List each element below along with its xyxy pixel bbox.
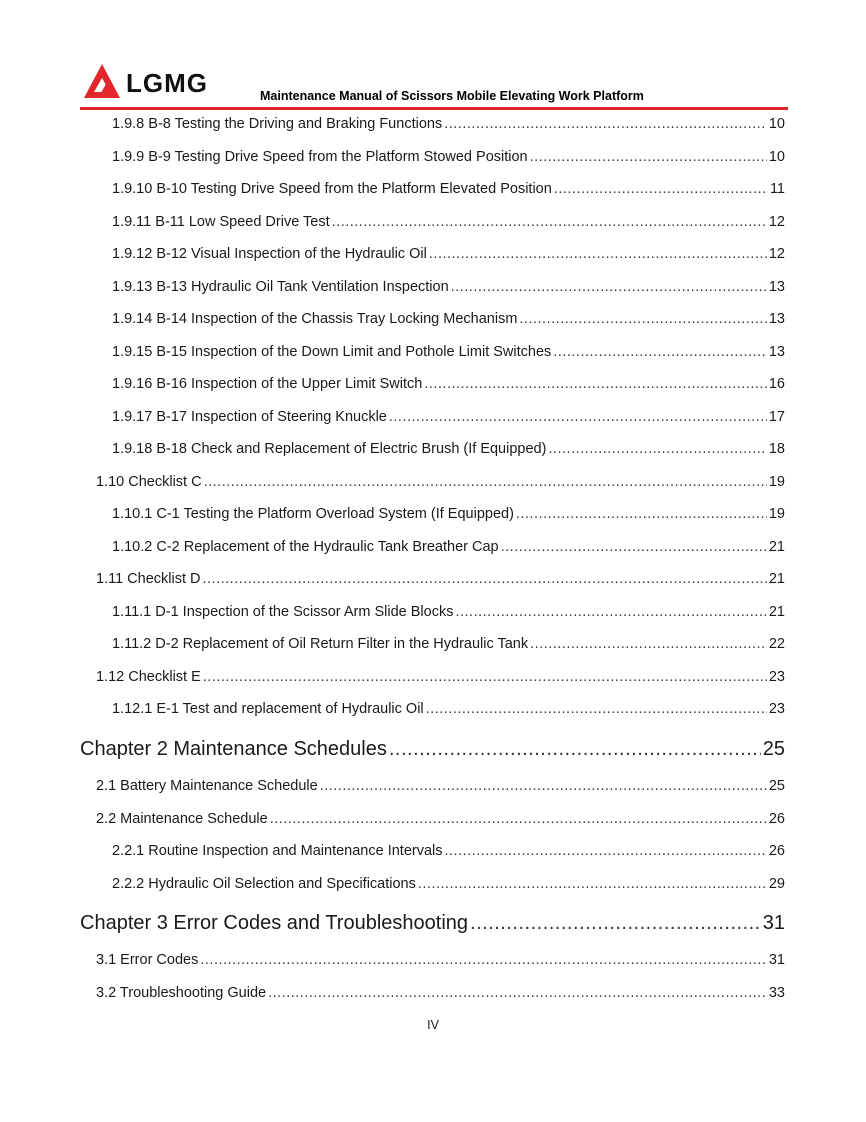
toc-entry-title: 1.11.1 D-1 Inspection of the Scissor Arm Slide Blocks [112,604,454,620]
toc-entry-page: 17 [768,409,785,425]
toc-entry-title: 1.10.1 C-1 Testing the Platform Overload System (If Equipped) [112,506,514,522]
toc-leader-dots [519,311,766,327]
toc-entry-page: 25 [768,778,785,794]
toc-entry[interactable] [112,149,785,165]
toc-chapter-entry[interactable] [80,912,785,935]
toc-leader-dots [389,738,761,761]
toc-entry-page: 12 [768,246,785,262]
toc-entry-page: 23 [768,701,785,717]
toc-entry-title: 1.12.1 E-1 Test and replacement of Hydraulic Oil [112,701,424,717]
toc-chapter-entry[interactable] [80,738,785,761]
toc-leader-dots [320,778,767,794]
toc-entry-title: Chapter 2 Maintenance Schedules [80,738,387,760]
toc-leader-dots [332,214,767,230]
toc-entry-title: 1.9.10 B-10 Testing Drive Speed from the Platform Elevated Position [112,181,552,197]
toc-entry-page: 11 [769,181,785,197]
toc-entry-page: 10 [768,149,785,165]
toc-leader-dots [554,181,768,197]
toc-entry-title: 1.10 Checklist C [96,474,202,490]
toc-entry[interactable] [112,506,785,522]
toc-entry[interactable] [96,669,785,685]
logo-wordmark: LGMG [126,68,208,98]
toc-entry[interactable] [112,376,785,392]
toc-entry-page: 31 [762,912,785,934]
toc-entry[interactable] [96,778,785,794]
toc-entry-title: 1.12 Checklist E [96,669,201,685]
toc-entry-page: 33 [768,985,785,1001]
toc-entry-page: 18 [768,441,785,457]
toc-leader-dots [429,246,767,262]
toc-entry-page: 23 [768,669,785,685]
toc-entry-page: 25 [762,738,785,760]
toc-leader-dots [424,376,767,392]
toc-entry-page: 19 [768,474,785,490]
toc-leader-dots [445,843,767,859]
toc-entry-title: 3.1 Error Codes [96,952,199,968]
toc-entry-page: 13 [768,344,785,360]
toc-leader-dots [516,506,767,522]
toc-entry-page: 12 [768,214,785,230]
toc-entry[interactable] [112,116,785,132]
toc-entry-title: 2.2.2 Hydraulic Oil Selection and Specifications [112,876,416,892]
toc-entry[interactable] [112,441,785,457]
toc-entry[interactable] [112,409,785,425]
toc-leader-dots [268,985,767,1001]
toc-entry-title: 1.9.16 B-16 Inspection of the Upper Limit Switch [112,376,423,392]
toc-leader-dots [548,441,766,457]
toc-leader-dots [203,669,767,685]
toc-entry-title: 2.1 Battery Maintenance Schedule [96,778,318,794]
toc-entry-page: 10 [768,116,785,132]
toc-entry-title: 1.9.12 B-12 Visual Inspection of the Hydraulic Oil [112,246,427,262]
toc-entry-page: 19 [768,506,785,522]
toc-leader-dots [418,876,767,892]
toc-leader-dots [455,604,766,620]
toc-entry-page: 21 [768,604,785,620]
toc-entry-title: 1.10.2 C-2 Replacement of the Hydraulic Tank Breather Cap [112,539,499,555]
toc-entry-title: 1.9.11 B-11 Low Speed Drive Test [112,214,330,230]
toc-leader-dots [530,636,767,652]
toc-entry[interactable] [112,539,785,555]
toc-entry[interactable] [112,604,785,620]
toc-entry-title: 3.2 Troubleshooting Guide [96,985,267,1001]
toc-leader-dots [451,279,767,295]
toc-entry-title: 1.9.15 B-15 Inspection of the Down Limit and Pothole Limit Switches [112,344,552,360]
toc-entry-page: 16 [768,376,785,392]
toc-entry-page: 21 [768,571,785,587]
toc-entry[interactable] [112,214,785,230]
toc-entry-title: 1.11 Checklist D [96,571,201,587]
toc-entry[interactable] [96,571,785,587]
toc-leader-dots [444,116,767,132]
toc-leader-dots [426,701,767,717]
toc-leader-dots [204,474,767,490]
toc-leader-dots [200,952,767,968]
toc-entry-page: 13 [768,279,785,295]
toc-entry-title: 2.2.1 Routine Inspection and Maintenance Intervals [112,843,443,859]
toc-entry-title: 1.9.8 B-8 Testing the Driving and Braking Functions [112,116,443,132]
toc-entry[interactable] [112,843,785,859]
toc-entry[interactable] [96,985,785,1001]
toc-entry-title: 2.2 Maintenance Schedule [96,811,268,827]
toc-entry-page: 29 [768,876,785,892]
toc-leader-dots [270,811,767,827]
toc-entry-title: 1.9.14 B-14 Inspection of the Chassis Tray Locking Mechanism [112,311,518,327]
toc-leader-dots [203,571,767,587]
toc-entry[interactable] [112,311,785,327]
toc-entry[interactable] [112,279,785,295]
toc-entry[interactable] [112,344,785,360]
toc-entry-title: 1.9.9 B-9 Testing Drive Speed from the Platform Stowed Position [112,149,528,165]
toc-entry[interactable] [112,876,785,892]
toc-entry-page: 21 [768,539,785,555]
toc-entry-page: 13 [768,311,785,327]
toc-entry-page: 31 [768,952,785,968]
toc-leader-dots [389,409,767,425]
document-title: Maintenance Manual of Scissors Mobile Elevating Work Platform [260,89,644,103]
toc-entry-title: 1.9.13 B-13 Hydraulic Oil Tank Ventilation Inspection [112,279,449,295]
toc-entry[interactable] [96,952,785,968]
toc-entry[interactable] [112,181,785,197]
toc-entry[interactable] [112,636,785,652]
toc-entry-title: Chapter 3 Error Codes and Troubleshooting [80,912,469,934]
toc-entry-title: 1.9.17 B-17 Inspection of Steering Knuckle [112,409,387,425]
toc-entry-page: 26 [768,811,785,827]
toc-entry-title: 1.11.2 D-2 Replacement of Oil Return Filter in the Hydraulic Tank [112,636,529,652]
toc-leader-dots [501,539,767,555]
page-number: IV [427,1018,439,1032]
toc-entry-page: 26 [768,843,785,859]
toc-leader-dots [553,344,767,360]
toc-entry-title: 1.9.18 B-18 Check and Replacement of Electric Brush (If Equipped) [112,441,547,457]
toc-entry[interactable] [96,811,785,827]
toc-entry[interactable] [112,701,785,717]
toc-entry[interactable] [96,474,785,490]
toc-leader-dots [470,912,761,935]
toc-entry[interactable] [112,246,785,262]
toc-leader-dots [530,149,767,165]
toc-entry-page: 22 [768,636,785,652]
